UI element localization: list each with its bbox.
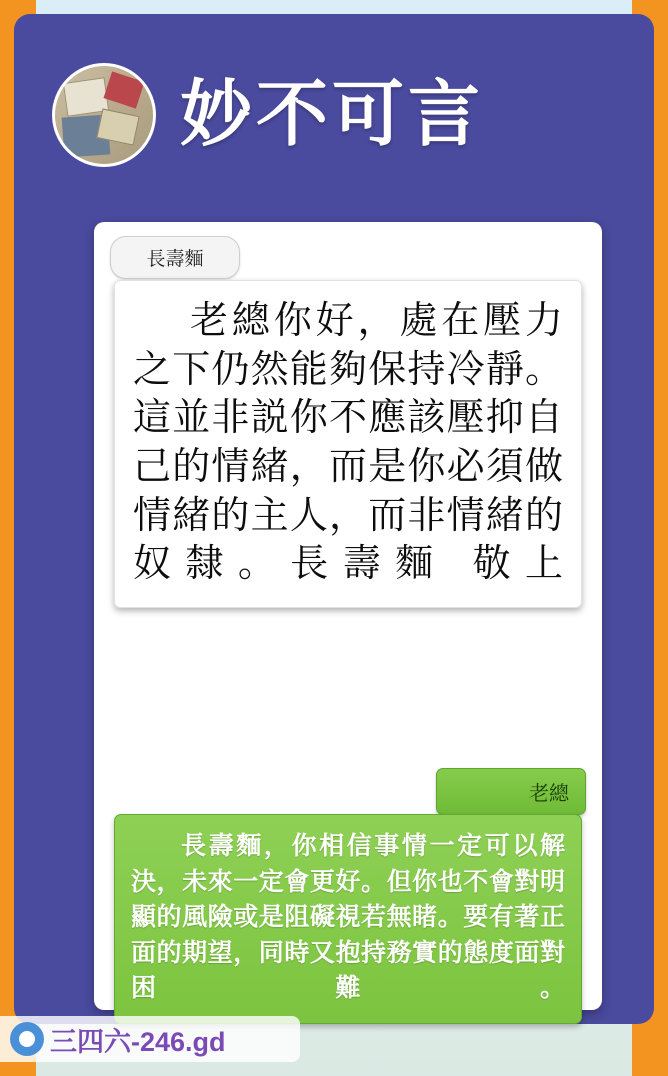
watermark-text: 三四六-246.gd [50, 1026, 226, 1057]
sender-name-right: 老總 [436, 768, 586, 815]
message-bubble-right: 長壽麵，你相信事情一定可以解決，未來一定會更好。但你也不會對明顯的風險或是阻礙視若無睹。要有著正面的期望，同時又抱持務實的態度面對困難。 [114, 814, 582, 1024]
message-bubble-left: 老總你好，處在壓力之下仍然能夠保持冷靜。這並非説你不應該壓抑自己的情緒，而是你必須做情緒的主人，而非情緒的奴隸。長壽麵 敬上 [114, 280, 582, 608]
red-stamp-icon [104, 71, 145, 108]
page-title: 妙不可言 [180, 75, 485, 155]
app-header [52, 60, 634, 170]
watermark [0, 1016, 300, 1062]
avatar [52, 63, 156, 167]
sender-name-left: 長壽麵 [110, 236, 240, 279]
purple-panel [14, 14, 654, 1024]
circle-logo-icon [10, 1022, 44, 1056]
chat-panel [94, 222, 602, 1010]
